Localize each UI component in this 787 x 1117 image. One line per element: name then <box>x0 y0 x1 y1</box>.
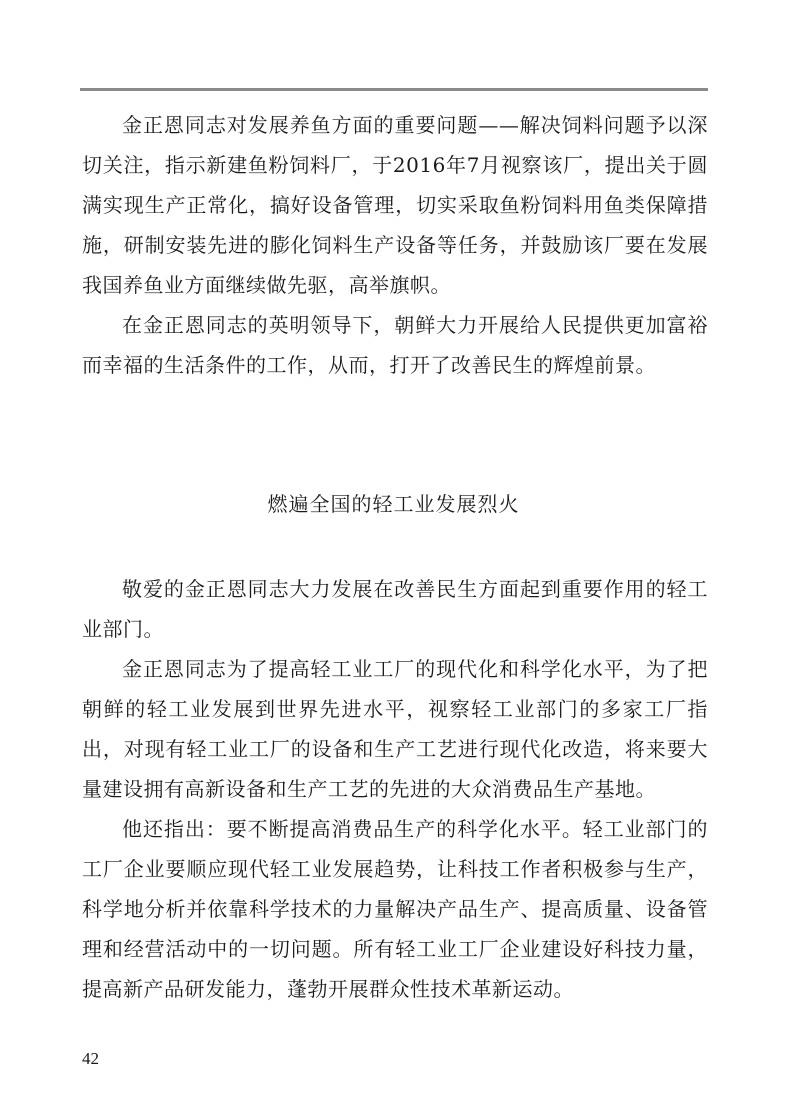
page-number: 42 <box>82 1049 99 1068</box>
section-heading: 燃遍全国的轻工业发展烈火 <box>267 492 520 516</box>
paragraph: 他还指出：要不断提高消费品生产的科学化水平。轻工业部门的工厂企业要顺应现代轻工业发展趋势，让科技工作者积极参与生产，科学地分析并依靠科学技术的力量解决产品生产、提高质量、设备管理和经营活动中的一切问题。所有轻工业工厂企业建设好科技力量，提高新产品研发能力，蓬勃开展群众性技术革新运动。 <box>82 817 708 1001</box>
paragraph: 金正恩同志为了提高轻工业工厂的现代化和科学化水平，为了把朝鲜的轻工业发展到世界先进水平，视察轻工业部门的多家工厂指出，对现有轻工业工厂的设备和生产工艺进行现代化改造，将来要大量建设拥有高新设备和生产工艺的先进的大众消费品生产基地。 <box>82 657 708 801</box>
paragraph: 金正恩同志对发展养鱼方面的重要问题——解决饲料问题予以深切关注，指示新建鱼粉饲料厂，于2016年7月视察该厂，提出关于圆满实现生产正常化，搞好设备管理，切实采取鱼粉饲料用鱼类保障措施，研制安装先进的膨化饲料生产设备等任务，并鼓励该厂要在发展我国养鱼业方面继续做先驱，高举旗帜。 <box>82 113 708 297</box>
paragraph: 敬爱的金正恩同志大力发展在改善民生方面起到重要作用的轻工业部门。 <box>82 577 708 641</box>
section2-body <box>82 569 708 1009</box>
section1-body <box>82 105 708 385</box>
paragraph: 在金正恩同志的英明领导下，朝鲜大力开展给人民提供更加富裕而幸福的生活条件的工作，从而，打开了改善民生的辉煌前景。 <box>82 313 708 377</box>
header-rule <box>80 88 708 91</box>
